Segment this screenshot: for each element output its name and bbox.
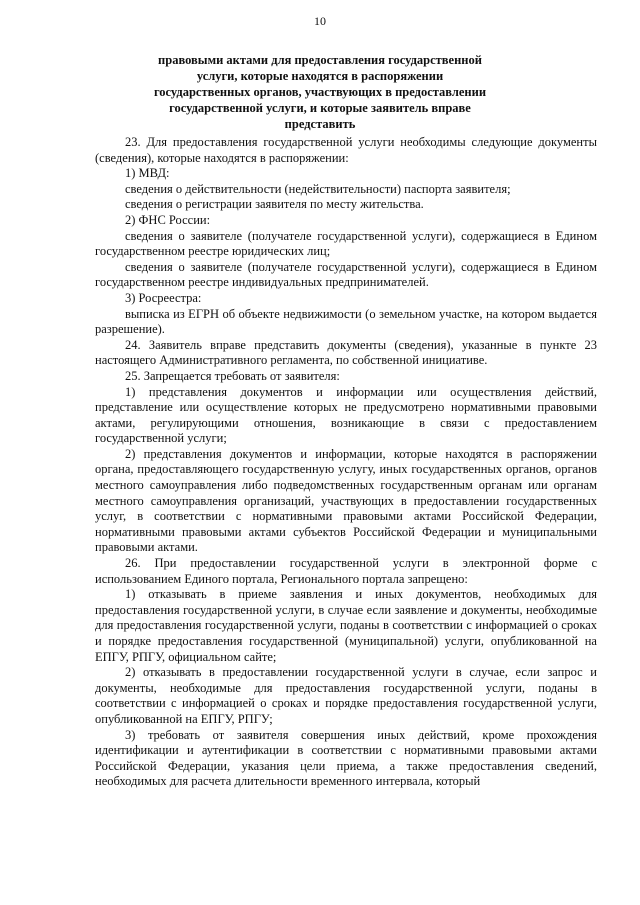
paragraph: 3) требовать от заявителя совершения иных действий, кроме прохождения идентификации и аутентификации в соответствии с нормативными правовыми актами Российской Федерации, указания цели приема, а также предоставления сведений, необходимых для расчета длительности временного интервала, который — [95, 727, 597, 789]
paragraph: 3) Росреестра: — [125, 290, 202, 305]
paragraph: 1) отказывать в приеме заявления и иных документов, необходимых для предоставления государственной услуги, в случае если заявление и документы, необходимые для предоставления государственной услуги, поданы в соответствии с информацией о сроках и порядке предоставления государственной (муниципальной) услуги, опубликованной на ЕПГУ, РПГУ, официальном сайте; — [95, 587, 597, 664]
page-number: 10 — [314, 14, 326, 28]
section-heading: правовыми актами для предоставления государственной услуги, которые находятся в распоряжении государственных органов, участвующих в предоставлении государственной услуги, и которые заявитель вправе представить — [153, 53, 487, 131]
paragraph: 26. При предоставлении государственной услуги в электронной форме с использованием Единого портала, Регионального портала запрещено: — [95, 556, 597, 586]
paragraph: 2) ФНС России: — [125, 212, 211, 227]
paragraph: 2) представления документов и информации, которые находятся в распоряжении органа, предоставляющего государственную услугу, иных государственных органов, органов местного самоуправления либо подведомственных государственным органам или органам местного самоуправления организаций, участвующих в предоставлении государственных услуг, в соответствии с нормативными правовыми актами Российской Федерации, нормативными правовыми актами субъектов Российской Федерации и муниципальными правовыми актами. — [95, 446, 597, 555]
paragraph: сведения о заявителе (получателе государственной услуги), содержащиеся в Едином государственном реестре индивидуальных предпринимателей. — [95, 259, 597, 290]
paragraph: 2) отказывать в предоставлении государственной услуги в случае, если запрос и документы, необходимые для предоставления государственной услуги, поданы в соответствии с информацией о сроках и порядке предоставления государственной услуги, опубликованной на ЕПГУ, РПГУ; — [95, 665, 597, 726]
paragraph: выписка из ЕГРН об объекте недвижимости (о земельном участке, на котором выдается разрешение). — [95, 306, 597, 337]
paragraph: 23. Для предоставления государственной услуги необходимы следующие документы (сведения), которые находятся в распоряжении: — [95, 135, 597, 165]
document-body — [95, 135, 597, 790]
paragraph: 1) МВД: — [125, 166, 170, 181]
paragraph: 24. Заявитель вправе представить документы (сведения), указанные в пункте 23 настоящего Административного регламента, по собственной инициативе. — [95, 337, 597, 368]
paragraph: 1) представления документов и информации или осуществления действий, представление или осуществление которых не предусмотрено нормативными правовыми актами, регулирующими отношения, возникающие в связи с предоставлением государственной услуги; — [95, 384, 597, 446]
paragraph: сведения о регистрации заявителя по месту жительства. — [125, 197, 424, 212]
paragraph: сведения о заявителе (получателе государственной услуги), содержащиеся в Едином государственном реестре юридических лиц; — [95, 228, 597, 259]
paragraph: сведения о действительности (недействительности) паспорта заявителя; — [125, 181, 511, 196]
paragraph: 25. Запрещается требовать от заявителя: — [125, 368, 340, 383]
